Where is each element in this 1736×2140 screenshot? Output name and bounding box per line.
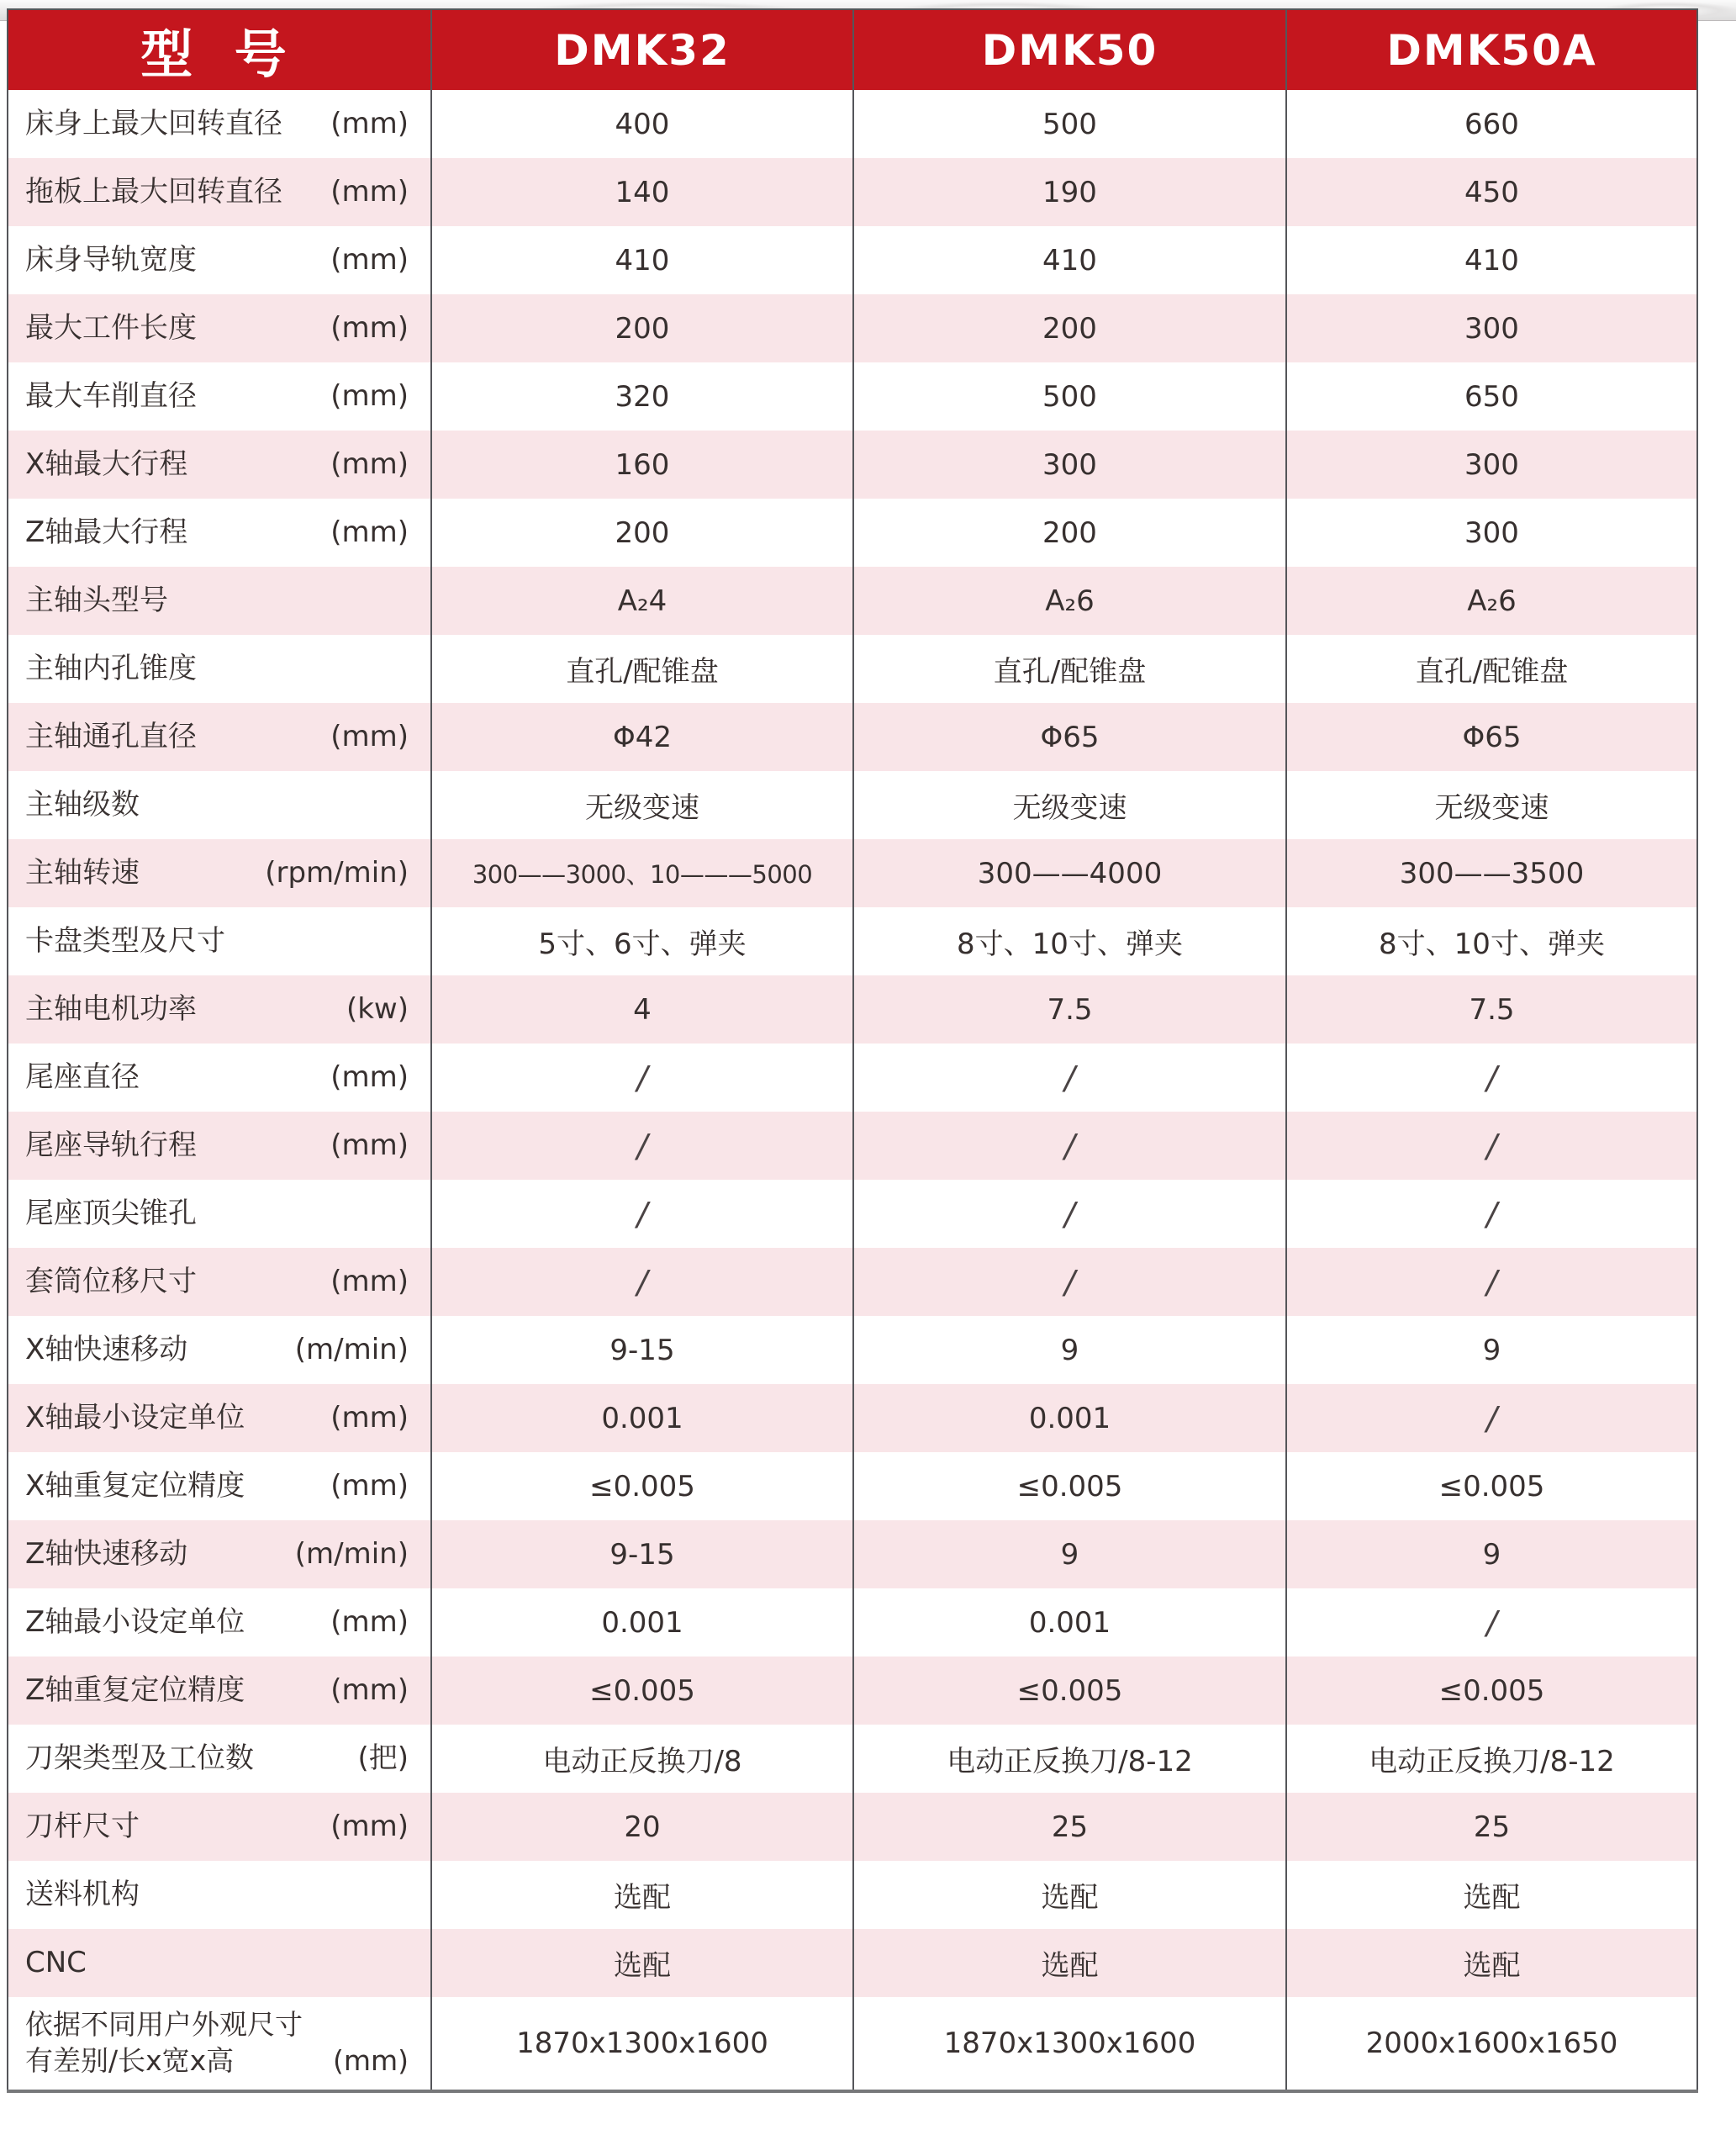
spec-row [8, 567, 1697, 635]
row-label-cell [8, 1452, 431, 1520]
row-unit: (mm) [330, 1128, 409, 1162]
spec-row [8, 1793, 1697, 1861]
row-label: 床身导轨宽度 [25, 242, 197, 277]
value-cell: 25 [1286, 1793, 1697, 1861]
row-label-cell [8, 1861, 431, 1929]
row-label-cell [8, 907, 431, 975]
row-label: 主轴头型号 [25, 583, 168, 617]
value-cell: 140 [431, 158, 853, 226]
spec-row [8, 158, 1697, 226]
header-row [8, 9, 1697, 90]
row-unit: (rpm/min) [265, 855, 409, 890]
row-label: Z轴最大行程 [25, 515, 188, 549]
value-cell: 650 [1286, 362, 1697, 431]
row-unit: (mm) [332, 2044, 409, 2077]
row-unit: (mm) [330, 1264, 409, 1298]
row-unit: (mm) [330, 1468, 409, 1503]
row-label-cell [8, 771, 431, 839]
value-cell: 5寸、6寸、弹夹 [431, 907, 853, 975]
row-label-cell [8, 226, 431, 294]
spec-row [8, 499, 1697, 567]
row-label-cell [8, 1248, 431, 1316]
row-unit: (mm) [330, 446, 409, 481]
value-cell: 8寸、10寸、弹夹 [853, 907, 1286, 975]
row-label: 最大工件长度 [25, 310, 197, 345]
spec-row [8, 1725, 1697, 1793]
spec-row [8, 1588, 1697, 1657]
row-label: 依据不同用户外观尺寸 [25, 2008, 303, 2042]
spec-row [8, 1520, 1697, 1588]
value-cell: 电动正反换刀/8 [431, 1725, 853, 1793]
value-cell: 500 [853, 362, 1286, 431]
value-cell: 无级变速 [853, 771, 1286, 839]
row-label: 床身上最大回转直径 [25, 106, 282, 140]
row-unit: (mm) [330, 1400, 409, 1435]
value-cell: A₂4 [431, 567, 853, 635]
row-label-cell [8, 1520, 431, 1588]
value-cell: / [853, 1248, 1286, 1316]
spec-row [8, 1316, 1697, 1384]
row-label-cell [8, 975, 431, 1044]
value-cell: 320 [431, 362, 853, 431]
row-label: Z轴快速移动 [25, 1536, 188, 1571]
row-label: 尾座顶尖锥孔 [25, 1196, 197, 1230]
value-cell: 20 [431, 1793, 853, 1861]
value-cell: / [431, 1044, 853, 1112]
value-cell: 1870x1300x1600 [431, 1997, 853, 2091]
spec-row [8, 1384, 1697, 1452]
row-label-cell [8, 158, 431, 226]
value-cell: 无级变速 [1286, 771, 1697, 839]
value-cell: 200 [431, 499, 853, 567]
row-unit: (mm) [330, 174, 409, 209]
row-unit: (mm) [330, 1672, 409, 1707]
row-label: 主轴通孔直径 [25, 719, 197, 753]
value-cell: 选配 [853, 1929, 1286, 1997]
row-label: 尾座直径 [25, 1059, 140, 1094]
value-cell: 410 [431, 226, 853, 294]
spec-row [8, 431, 1697, 499]
row-label-cell [8, 1316, 431, 1384]
spec-table [7, 8, 1698, 2093]
value-cell: 200 [853, 499, 1286, 567]
value-cell: 190 [853, 158, 1286, 226]
value-cell: 9-15 [431, 1316, 853, 1384]
row-label-cell [8, 1997, 431, 2091]
value-cell: A₂6 [853, 567, 1286, 635]
row-label: Z轴重复定位精度 [25, 1672, 245, 1707]
value-cell: / [1286, 1180, 1697, 1248]
value-cell: / [1286, 1588, 1697, 1657]
row-label: CNC [25, 1945, 87, 1979]
row-label: X轴快速移动 [25, 1332, 188, 1366]
row-label: 套筒位移尺寸 [25, 1264, 197, 1298]
value-cell: 400 [431, 90, 853, 158]
value-cell: / [431, 1248, 853, 1316]
value-cell: 300 [853, 431, 1286, 499]
row-unit: (把) [357, 1741, 409, 1775]
value-cell: 300 [1286, 431, 1697, 499]
value-cell: ≤0.005 [853, 1452, 1286, 1520]
value-cell: 0.001 [853, 1384, 1286, 1452]
row-label-cell [8, 1793, 431, 1861]
value-cell: A₂6 [1286, 567, 1697, 635]
row-unit: (kw) [346, 991, 409, 1026]
header-model-DMK50A: DMK50A [1286, 9, 1697, 90]
spec-row [8, 1452, 1697, 1520]
value-cell: 无级变速 [431, 771, 853, 839]
header-title-cell: 型 号 [8, 9, 431, 90]
value-cell: 选配 [431, 1929, 853, 1997]
spec-row [8, 907, 1697, 975]
value-cell: 300——3500 [1286, 839, 1697, 907]
value-cell: 450 [1286, 158, 1697, 226]
spec-row [8, 975, 1697, 1044]
row-label-cell [8, 635, 431, 703]
row-label-cell [8, 1112, 431, 1180]
spec-row [8, 771, 1697, 839]
spec-row [8, 1997, 1697, 2091]
row-label: 主轴电机功率 [25, 991, 197, 1026]
row-label-cell [8, 499, 431, 567]
row-label: 主轴级数 [25, 787, 140, 822]
value-cell: 9 [853, 1520, 1286, 1588]
value-cell: 8寸、10寸、弹夹 [1286, 907, 1697, 975]
spec-row [8, 1657, 1697, 1725]
row-label-cell [8, 703, 431, 771]
spec-row [8, 362, 1697, 431]
row-unit: (mm) [330, 242, 409, 277]
value-cell: / [1286, 1248, 1697, 1316]
row-label-cell [8, 90, 431, 158]
row-label: 尾座导轨行程 [25, 1128, 197, 1162]
value-cell: 410 [853, 226, 1286, 294]
row-label-cell [8, 567, 431, 635]
header-model-DMK32: DMK32 [431, 9, 853, 90]
row-label: 主轴内孔锥度 [25, 651, 197, 685]
value-cell: / [853, 1112, 1286, 1180]
row-label-cell [8, 1929, 431, 1997]
row-unit: (mm) [330, 719, 409, 753]
value-cell: 选配 [853, 1861, 1286, 1929]
value-cell: 25 [853, 1793, 1286, 1861]
row-label: X轴最大行程 [25, 446, 188, 481]
value-cell: 直孔/配锥盘 [1286, 635, 1697, 703]
value-cell: / [431, 1112, 853, 1180]
row-unit: (m/min) [294, 1332, 409, 1366]
row-label: Z轴最小设定单位 [25, 1604, 245, 1639]
value-cell: Φ42 [431, 703, 853, 771]
value-cell: 410 [1286, 226, 1697, 294]
value-cell: ≤0.005 [431, 1452, 853, 1520]
row-label-cell [8, 1725, 431, 1793]
spec-row [8, 1929, 1697, 1997]
value-cell: 300 [1286, 499, 1697, 567]
row-label-cell [8, 431, 431, 499]
row-label-cell [8, 1384, 431, 1452]
value-cell: 直孔/配锥盘 [853, 635, 1286, 703]
value-cell: 200 [431, 294, 853, 362]
value-cell: 300 [1286, 294, 1697, 362]
row-unit: (mm) [330, 378, 409, 413]
row-unit: (m/min) [294, 1536, 409, 1571]
row-label: X轴重复定位精度 [25, 1468, 245, 1503]
spec-row [8, 839, 1697, 907]
value-cell: 4 [431, 975, 853, 1044]
row-label-cell [8, 1657, 431, 1725]
value-cell: 2000x1600x1650 [1286, 1997, 1697, 2091]
row-label-line2: 有差别/长x宽x高 [25, 2044, 235, 2077]
spec-row [8, 1861, 1697, 1929]
value-cell: 660 [1286, 90, 1697, 158]
spec-row [8, 1112, 1697, 1180]
row-unit: (mm) [330, 106, 409, 140]
value-cell: / [853, 1044, 1286, 1112]
row-unit: (mm) [330, 1809, 409, 1843]
row-label: 送料机构 [25, 1877, 140, 1911]
value-cell: 300——4000 [853, 839, 1286, 907]
value-cell: 500 [853, 90, 1286, 158]
value-cell: 电动正反换刀/8-12 [853, 1725, 1286, 1793]
row-label: X轴最小设定单位 [25, 1400, 245, 1435]
row-label: 刀杆尺寸 [25, 1809, 140, 1843]
value-cell: Φ65 [1286, 703, 1697, 771]
value-cell: 160 [431, 431, 853, 499]
value-cell: 9 [853, 1316, 1286, 1384]
value-cell: 电动正反换刀/8-12 [1286, 1725, 1697, 1793]
row-label: 最大车削直径 [25, 378, 197, 413]
value-cell: 200 [853, 294, 1286, 362]
row-label-cell [8, 1044, 431, 1112]
spec-row [8, 635, 1697, 703]
value-cell: 直孔/配锥盘 [431, 635, 853, 703]
value-cell: 0.001 [853, 1588, 1286, 1657]
value-cell: 1870x1300x1600 [853, 1997, 1286, 2091]
value-cell: 7.5 [1286, 975, 1697, 1044]
spec-row [8, 90, 1697, 158]
value-cell: 9 [1286, 1520, 1697, 1588]
value-cell: / [431, 1180, 853, 1248]
value-cell: 选配 [1286, 1929, 1697, 1997]
value-cell: / [1286, 1384, 1697, 1452]
value-cell: ≤0.005 [853, 1657, 1286, 1725]
row-label: 卡盘类型及尺寸 [25, 923, 225, 958]
spec-row [8, 226, 1697, 294]
value-cell: 7.5 [853, 975, 1286, 1044]
row-label-cell [8, 1180, 431, 1248]
value-cell: ≤0.005 [1286, 1452, 1697, 1520]
value-cell: / [1286, 1044, 1697, 1112]
header-model-DMK50: DMK50 [853, 9, 1286, 90]
value-cell: / [1286, 1112, 1697, 1180]
row-unit: (mm) [330, 310, 409, 345]
row-label: 刀架类型及工位数 [25, 1741, 254, 1775]
value-cell: 0.001 [431, 1588, 853, 1657]
value-cell: / [853, 1180, 1286, 1248]
row-label: 拖板上最大回转直径 [25, 174, 282, 209]
value-cell: 9 [1286, 1316, 1697, 1384]
value-cell: 选配 [431, 1861, 853, 1929]
spec-row [8, 1248, 1697, 1316]
value-cell: 选配 [1286, 1861, 1697, 1929]
row-label-cell [8, 362, 431, 431]
row-label-cell [8, 839, 431, 907]
value-cell: 300——3000、10———5000 [431, 839, 853, 907]
row-label-cell [8, 1588, 431, 1657]
spec-row [8, 1180, 1697, 1248]
spec-table-wrapper [7, 8, 1696, 2093]
value-cell: 9-15 [431, 1520, 853, 1588]
spec-row [8, 1044, 1697, 1112]
row-label: 主轴转速 [25, 855, 140, 890]
value-cell: ≤0.005 [431, 1657, 853, 1725]
spec-row [8, 703, 1697, 771]
row-unit: (mm) [330, 1059, 409, 1094]
row-unit: (mm) [330, 515, 409, 549]
value-cell: Φ65 [853, 703, 1286, 771]
row-label-cell [8, 294, 431, 362]
value-cell: 0.001 [431, 1384, 853, 1452]
row-unit: (mm) [330, 1604, 409, 1639]
spec-row [8, 294, 1697, 362]
value-cell: ≤0.005 [1286, 1657, 1697, 1725]
